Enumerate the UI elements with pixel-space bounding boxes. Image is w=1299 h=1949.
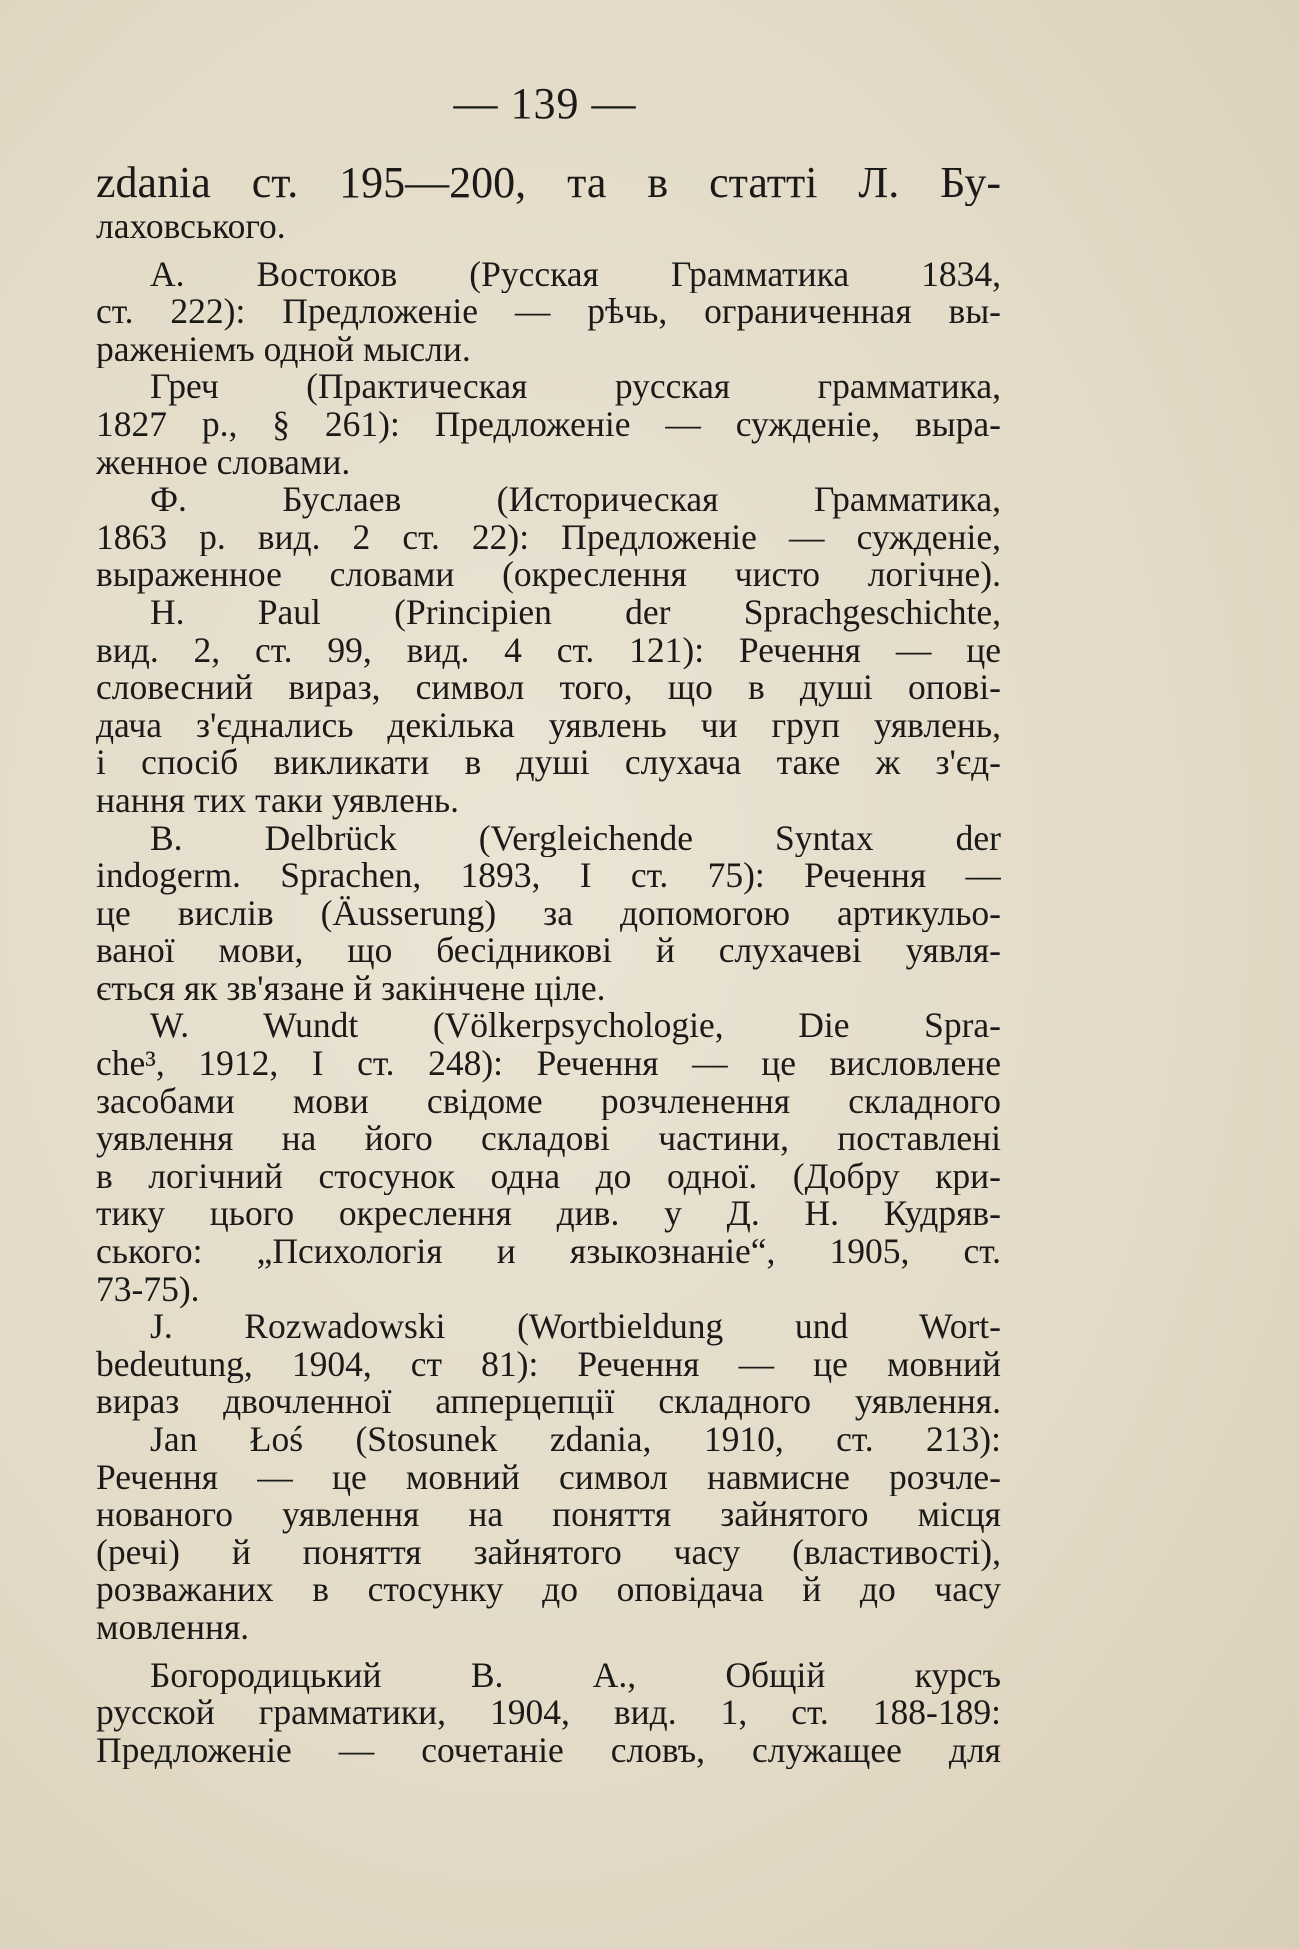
text-line: вираз двочленної апперцепції складного уявлення. [96, 1383, 1001, 1421]
text-line: мовлення. [96, 1608, 250, 1647]
text-line: тику цього окреслення див. у Д. Н. Кудряв- [96, 1195, 1001, 1234]
text-line: W. Wundt (Völkerpsychologie, Die Spra- [150, 1007, 1001, 1046]
text-line: 73-75). [96, 1270, 200, 1309]
text-line: в логічний стосунок одна до одної. (Добру кри- [96, 1157, 1001, 1196]
text-line: ваної мови, що бесідникові й слухачеві уявля- [96, 932, 1001, 970]
text-line: вид. 2, ст. 99, вид. 4 ст. 121): Речення — це [96, 631, 1001, 670]
text-line: Jan Łoś (Stosunek zdania, 1910, ст. 213): [150, 1421, 1001, 1459]
paragraph [96, 594, 1001, 820]
paragraph [96, 1007, 1001, 1308]
text-line: H. Paul (Principien der Sprachgeschichte, [150, 593, 1001, 632]
text-line: уявлення на його складові частини, поставлені [96, 1120, 1001, 1158]
text-line: Богородицький В. А., Общій курсъ [150, 1656, 1001, 1695]
text-line: нованого уявлення на поняття зайнятого місця [96, 1496, 1001, 1534]
text-line: женное словами. [96, 443, 351, 482]
paragraph [96, 820, 1001, 1008]
paragraph [96, 1421, 1001, 1647]
text-line: (речі) й поняття зайнятого часу (властивості), [96, 1533, 1001, 1572]
text-line: це вислів (Äusserung) за допомогою артикульо- [96, 894, 1001, 933]
text-line: дача з'єднались декілька уявлень чи груп уявлень, [96, 706, 1001, 745]
text-line: 1827 р., § 261): Предложеніе — сужденіе, выра- [96, 405, 1001, 444]
text-line: розважаних в стосунку до оповідача й до часу [96, 1571, 1001, 1609]
text-line: zdania ст. 195—200, та в статті Л. Бу- [96, 160, 1001, 206]
text-line: ється як зв'язане й закінчене ціле. [96, 969, 606, 1008]
text-line: выраженное словами (окреслення чисто логічне). [96, 556, 1001, 594]
text-line: che³, 1912, I ст. 248): Речення — це висловлене [96, 1045, 1001, 1083]
text-line: раженіемъ одной мысли. [96, 330, 471, 369]
text-line: ського: „Психологія и языкознаніе“, 1905, ст. [96, 1233, 1001, 1271]
text-line: indogerm. Sprachen, 1893, I ст. 75): Речення — [96, 857, 1001, 895]
text-line: лаховського. [96, 208, 286, 246]
text-line: Греч (Практическая русская грамматика, [150, 368, 1001, 406]
paragraph [96, 256, 1001, 369]
paragraph [96, 1308, 1001, 1421]
text-line: 1863 р. вид. 2 ст. 22): Предложеніе — сужденіе, [96, 518, 1001, 557]
text-line: нання тих таки уявлень. [96, 781, 459, 820]
text-line: і спосіб викликати в душі слухача таке ж з'єд- [96, 744, 1001, 782]
paragraph [96, 481, 1001, 594]
body-text [96, 160, 1001, 1769]
text-line: А. Востоков (Русская Грамматика 1834, [150, 255, 1001, 294]
text-line: bedeutung, 1904, ст 81): Речення — це мовний [96, 1345, 1001, 1384]
text-line: словесний вираз, символ того, що в душі опові- [96, 669, 1001, 707]
text-line: Предложеніе — сочетаніе словъ, служащее для [96, 1731, 1001, 1770]
paragraph [96, 368, 1001, 481]
paragraph [96, 1657, 1001, 1770]
text-line: засобами мови свідоме розчленення складного [96, 1082, 1001, 1121]
text-line: русской грамматики, 1904, вид. 1, ст. 188-189: [96, 1694, 1001, 1732]
page-number: — 139 — [453, 79, 637, 128]
text-line: J. Rozwadowski (Wortbieldung und Wort- [150, 1308, 1001, 1346]
text-line: Ф. Буслаев (Историческая Грамматика, [150, 481, 1001, 519]
text-line: ст. 222): Предложеніе — рѣчь, ограниченная вы- [96, 293, 1001, 331]
paragraph [96, 160, 1001, 246]
text-line: Речення — це мовний символ навмисне розчле- [96, 1458, 1001, 1497]
text-line: B. Delbrück (Vergleichende Syntax der [150, 819, 1001, 858]
